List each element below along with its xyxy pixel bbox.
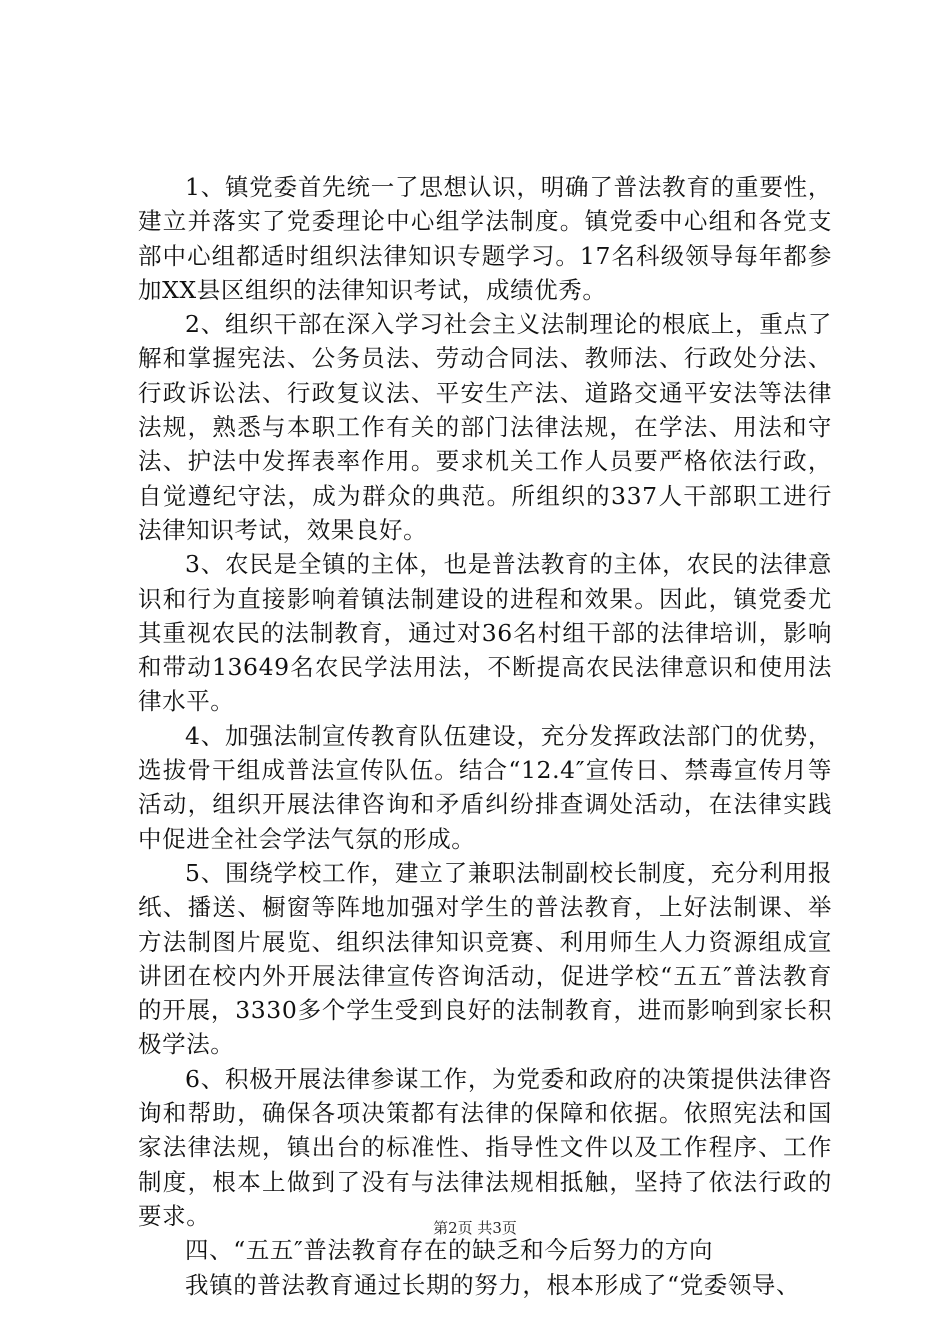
paragraph-6: 6、积极开展法律参谋工作，为党委和政府的决策提供法律咨询和帮助，确保各项决策都有法律的保障和依据。依照宪法和国家法律法规，镇出台的标准性、指导性文件以及工作程序、工作制度，根本上做到了没有与法律法规相抵触，坚持了依法行政的要求。 bbox=[138, 1064, 832, 1230]
section-heading: 四、“五五″普法教育存在的缺乏和今后努力的方向 bbox=[185, 1236, 714, 1265]
paragraph-1: 1、镇党委首先统一了思想认识，明确了普法教育的重要性，建立并落实了党委理论中心组学法制度。镇党委中心组和各党支部中心组都适时组织法律知识专题学习。17名科级领导每年都参加XX县区组织的法律知识考试，成绩优秀。 bbox=[138, 173, 832, 304]
page-footer: 第2页 共3页 bbox=[433, 1219, 517, 1237]
paragraph-7: 我镇的普法教育通过长期的努力，根本形成了“党委领导、 bbox=[185, 1270, 801, 1299]
paragraph-2: 2、组织干部在深入学习社会主义法制理论的根底上，重点了解和掌握宪法、公务员法、劳动合同法、教师法、行政处分法、行政诉讼法、行政复议法、平安生产法、道路交通平安法等法律法规，熟悉与本职工作有关的部门法律法规，在学法、用法和守法、护法中发挥表率作用。要求机关工作人员要严格依法行政，自觉遵纪守法，成为群众的典范。所组织的337人干部职工进行法律知识考试，效果良好。 bbox=[138, 310, 832, 544]
paragraph-5: 5、围绕学校工作，建立了兼职法制副校长制度，充分利用报纸、播送、橱窗等阵地加强对学生的普法教育，上好法制课、举方法制图片展览、组织法律知识竞赛、利用师生人力资源组成宣讲团在校内外开展法律宣传咨询活动，促进学校“五五″普法教育的开展，3330多个学生受到良好的法制教育，进而影响到家长积极学法。 bbox=[138, 858, 832, 1059]
paragraph-3: 3、农民是全镇的主体，也是普法教育的主体，农民的法律意识和行为直接影响着镇法制建设的进程和效果。因此，镇党委尤其重视农民的法制教育，通过对36名村组干部的法律培训，影响和带动13649名农民学法用法，不断提高农民法律意识和使用法律水平。 bbox=[138, 550, 832, 716]
paragraph-4: 4、加强法制宣传教育队伍建设，充分发挥政法部门的优势，选拔骨干组成普法宣传队伍。结合“12.4″宣传日、禁毒宣传月等活动，组织开展法律咨询和矛盾纠纷排查调处活动，在法律实践中促进全社会学法气氛的形成。 bbox=[138, 721, 832, 853]
document-body bbox=[138, 170, 832, 1302]
